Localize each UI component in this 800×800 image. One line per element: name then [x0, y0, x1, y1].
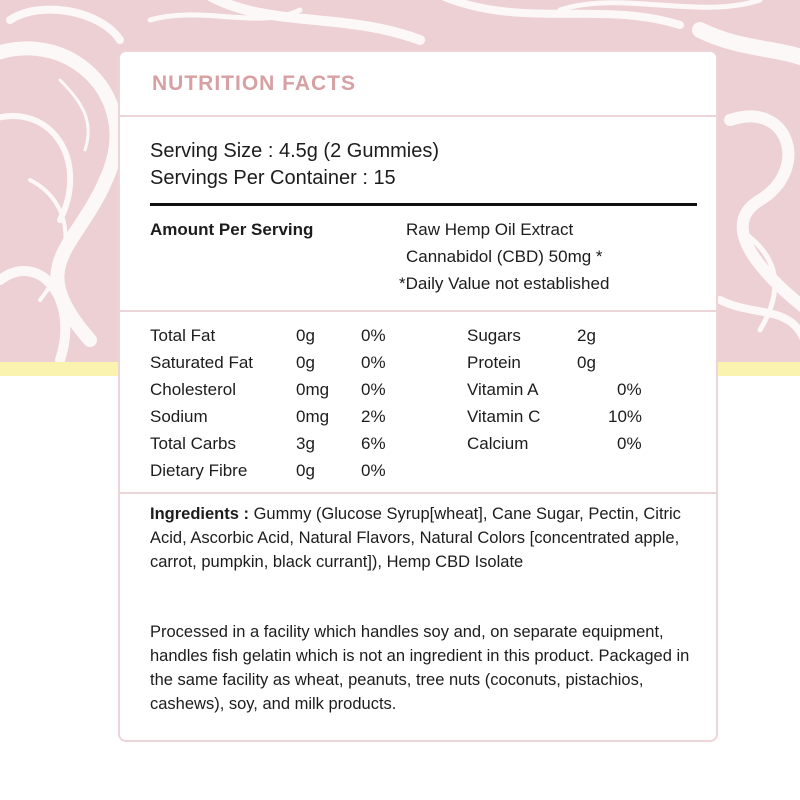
nutrient-value: 0g: [577, 353, 596, 372]
nutrient-amount: 0g: [296, 461, 315, 480]
nutrient-name: Total Fat: [150, 326, 216, 345]
serving-size: Serving Size : 4.5g (2 Gummies): [150, 140, 439, 162]
allergen-statement: Processed in a facility which handles soy and, on separate equipment, handles fish gelatin which is not an ingredient in this product. Packaged in the same facility as wheat, peanuts, tree nuts (coconuts, pistachios, cashews), soy, and milk products.: [150, 623, 690, 713]
nutrient-name: Vitamin A: [467, 380, 539, 399]
nutrient-amount: 0mg: [296, 380, 330, 399]
nutrient-amount: 0g: [296, 326, 315, 345]
nutrient-dv: 0%: [361, 326, 386, 345]
divider: [120, 492, 716, 494]
nutrient-dv: 0%: [361, 380, 386, 399]
ingredients-text: [150, 502, 690, 574]
amount-per-serving-label: Amount Per Serving: [150, 220, 314, 239]
nutrient-value: 0%: [617, 434, 642, 453]
divider: [120, 115, 716, 117]
nutrient-value: 10%: [608, 407, 643, 426]
nutrient-value: 0%: [617, 380, 642, 399]
daily-value-note: *Daily Value not established: [399, 274, 610, 293]
nutrient-amount: 0mg: [296, 407, 330, 426]
nutrient-name: Vitamin C: [467, 407, 541, 426]
thick-divider: [150, 203, 697, 206]
nutrient-name: Protein: [467, 353, 521, 372]
nutrient-amount: 0g: [296, 353, 315, 372]
divider: [120, 310, 716, 312]
nutrient-dv: 2%: [361, 407, 386, 426]
servings-per-container: Servings Per Container : 15: [150, 167, 396, 189]
nutrient-dv: 0%: [361, 353, 386, 372]
nutrient-name: Calcium: [467, 434, 529, 453]
ingredients-label: Ingredients :: [150, 505, 250, 523]
nutrient-name: Sodium: [150, 407, 208, 426]
extract-line-2: Cannabidol (CBD) 50mg *: [406, 247, 603, 266]
nutrient-name: Cholesterol: [150, 380, 236, 399]
ingredients-list: Gummy (Glucose Syrup[wheat], Cane Sugar, Pectin, Citric Acid, Ascorbic Acid, Natural Flavors, Natural Colors [concentrated apple, carrot, pumpkin, black currant]), Hemp CBD Isolate: [150, 505, 681, 571]
nutrient-name: Dietary Fibre: [150, 461, 248, 480]
nutrient-name: Saturated Fat: [150, 353, 254, 372]
nutrient-value: 2g: [577, 326, 596, 345]
nutrient-dv: 0%: [361, 461, 386, 480]
extract-line-1: Raw Hemp Oil Extract: [406, 220, 574, 239]
nutrient-name: Sugars: [467, 326, 521, 345]
nutrient-amount: 3g: [296, 434, 315, 453]
page-title: NUTRITION FACTS: [152, 72, 356, 95]
nutrient-dv: 6%: [361, 434, 386, 453]
nutrition-facts-card: [118, 50, 718, 742]
nutrient-name: Total Carbs: [150, 434, 236, 453]
